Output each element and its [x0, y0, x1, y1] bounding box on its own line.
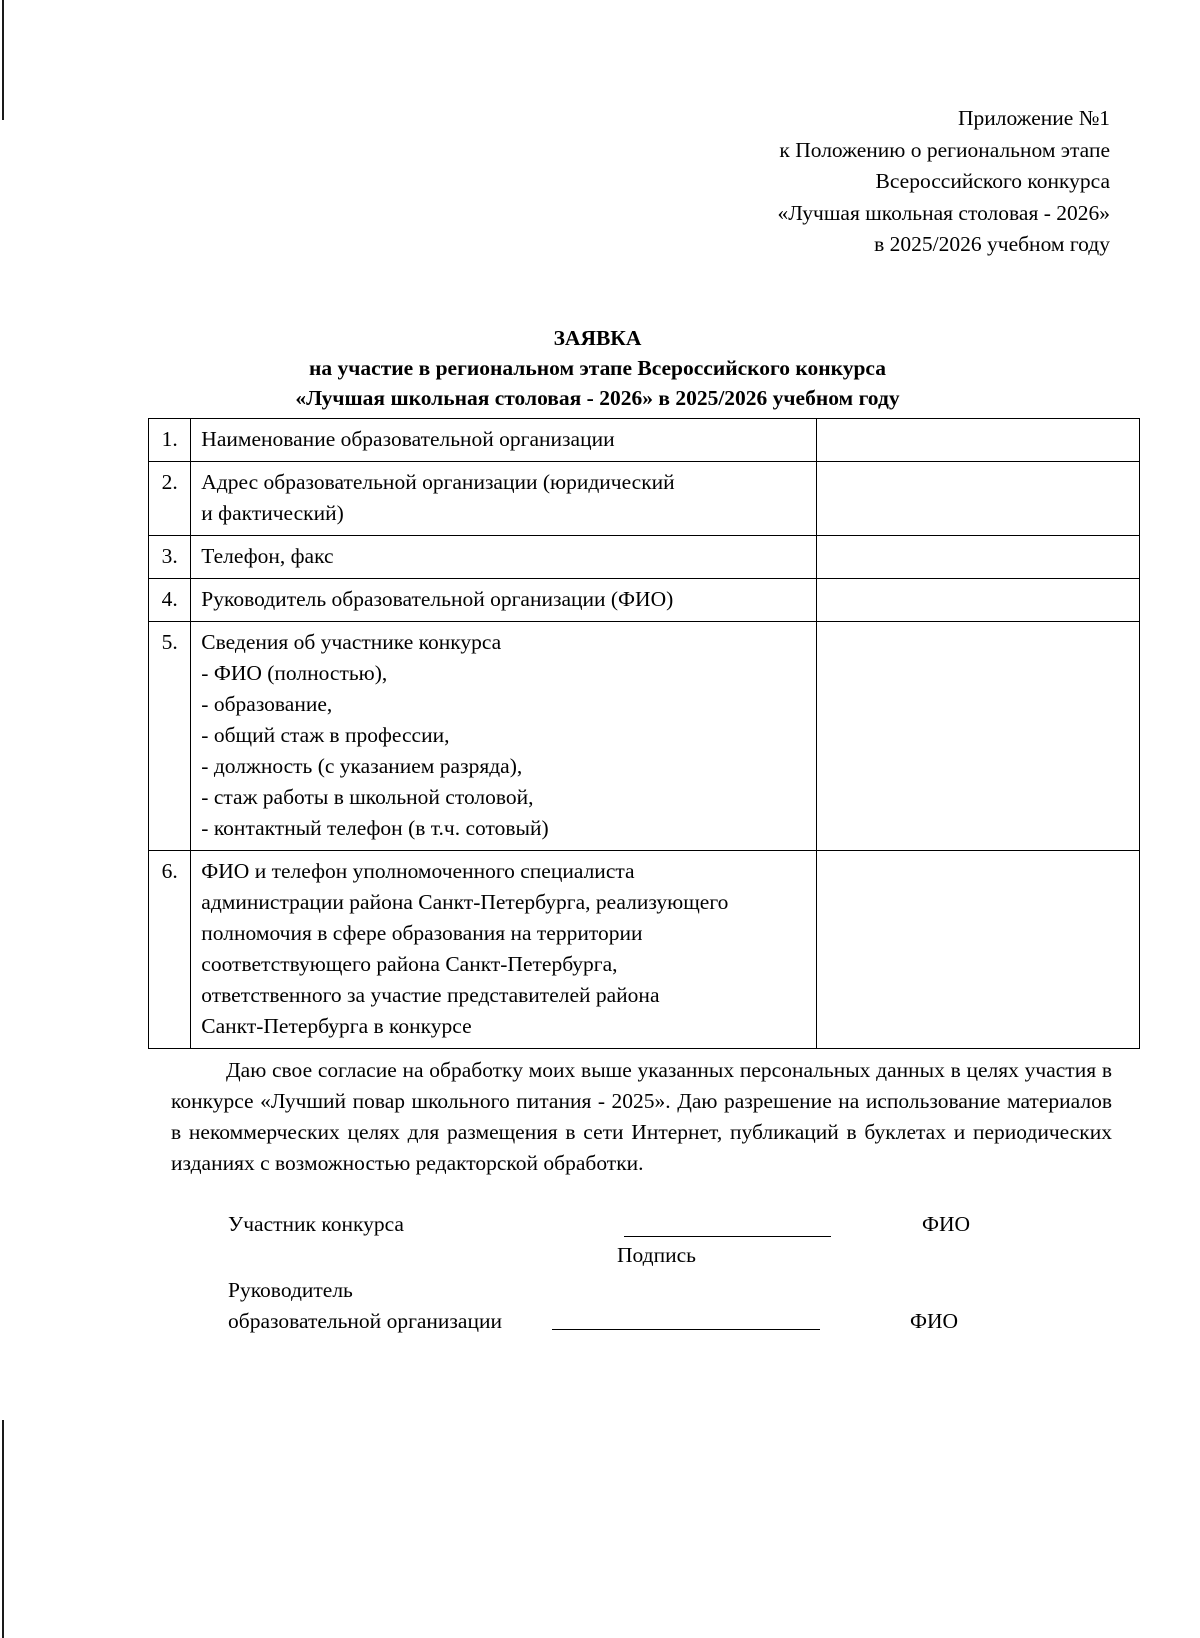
head-label-line1: Руководитель — [228, 1278, 353, 1302]
table-row — [149, 419, 1140, 462]
document-title — [140, 323, 1055, 413]
row-number: 3. — [149, 536, 191, 579]
description-line: Телефон, факс — [201, 544, 334, 568]
row-value-cell[interactable] — [816, 462, 1139, 536]
appendix-line: Приложение №1 — [957, 106, 1110, 130]
participant-label: Участник конкурса — [228, 1212, 404, 1236]
description-line: - стаж работы в школьной столовой, — [201, 785, 534, 809]
row-number: 2. — [149, 462, 191, 536]
description-line: - общий стаж в профессии, — [201, 723, 450, 747]
table-row — [149, 851, 1140, 1049]
participant-fio: ФИО — [922, 1212, 971, 1236]
participant-signature-line — [624, 1236, 831, 1237]
appendix-header — [777, 103, 1110, 261]
consent-paragraph — [171, 1055, 1112, 1179]
description-line: ФИО и телефон уполномоченного специалиста — [201, 859, 635, 883]
row-value-cell[interactable] — [816, 622, 1139, 851]
appendix-line: к Положению о региональном этапе — [779, 137, 1110, 162]
description-line: - должность (с указанием разряда), — [201, 754, 523, 778]
row-number: 4. — [149, 579, 191, 622]
description-line: Адрес образовательной организации (юридический — [201, 470, 675, 494]
description-line: и фактический) — [201, 501, 344, 525]
row-value-cell[interactable] — [816, 579, 1139, 622]
row-description — [191, 419, 816, 462]
row-value-cell[interactable] — [816, 851, 1139, 1049]
description-line: полномочия в сфере образования на территории — [201, 921, 643, 945]
description-line: Санкт-Петербурга в конкурсе — [201, 1014, 472, 1038]
scan-edge-line — [2, 0, 4, 120]
description-line: - ФИО (полностью), — [201, 661, 388, 685]
title-subtitle: на участие в региональном этапе Всероссийского конкурса — [309, 356, 886, 380]
appendix-line: Всероссийского конкурса — [875, 169, 1110, 193]
description-line: Руководитель образовательной организации (ФИО) — [201, 587, 674, 611]
signature-caption: Подпись — [617, 1243, 696, 1267]
row-description — [191, 536, 816, 579]
row-description — [191, 851, 816, 1049]
title-main: ЗАЯВКА — [553, 326, 642, 350]
title-subtitle: «Лучшая школьная столовая - 2026» в 2025/2026 учебном году — [295, 386, 900, 410]
row-description — [191, 462, 816, 536]
description-line: - контактный телефон (в т.ч. сотовый) — [201, 816, 549, 840]
row-number: 1. — [149, 419, 191, 462]
description-line: соответствующего района Санкт-Петербурга, — [201, 952, 618, 976]
table-row — [149, 579, 1140, 622]
table-row — [149, 536, 1140, 579]
appendix-line: в 2025/2026 учебном году — [874, 232, 1110, 256]
description-line: ответственного за участие представителей района — [201, 983, 660, 1007]
consent-text: Даю свое согласие на обработку моих выше указанных персональных данных в целях участия в конкурсе «Лучший повар школьного питания - 2025». Даю разрешение на использование материалов в некоммерческих целях для размещения в сети Интернет, публикаций в буклетах и периодических изданиях с возможностью редакторской обработки. — [171, 1058, 1112, 1175]
description-line: администрации района Санкт-Петербурга, реализующего — [201, 890, 729, 914]
application-table — [148, 418, 1140, 1049]
appendix-line: «Лучшая школьная столовая - 2026» — [777, 200, 1110, 225]
row-value-cell[interactable] — [816, 419, 1139, 462]
scan-edge-line — [2, 1420, 4, 1638]
row-number: 5. — [149, 622, 191, 851]
description-line: Наименование образовательной организации — [201, 427, 615, 451]
row-description — [191, 579, 816, 622]
row-number: 6. — [149, 851, 191, 1049]
head-label-line2: образовательной организации — [228, 1309, 502, 1333]
row-description — [191, 622, 816, 851]
description-line: Сведения об участнике конкурса — [201, 630, 502, 654]
row-value-cell[interactable] — [816, 536, 1139, 579]
table-row — [149, 462, 1140, 536]
head-fio: ФИО — [910, 1309, 959, 1333]
table-row — [149, 622, 1140, 851]
head-signature-line — [552, 1329, 820, 1330]
description-line: - образование, — [201, 692, 333, 716]
